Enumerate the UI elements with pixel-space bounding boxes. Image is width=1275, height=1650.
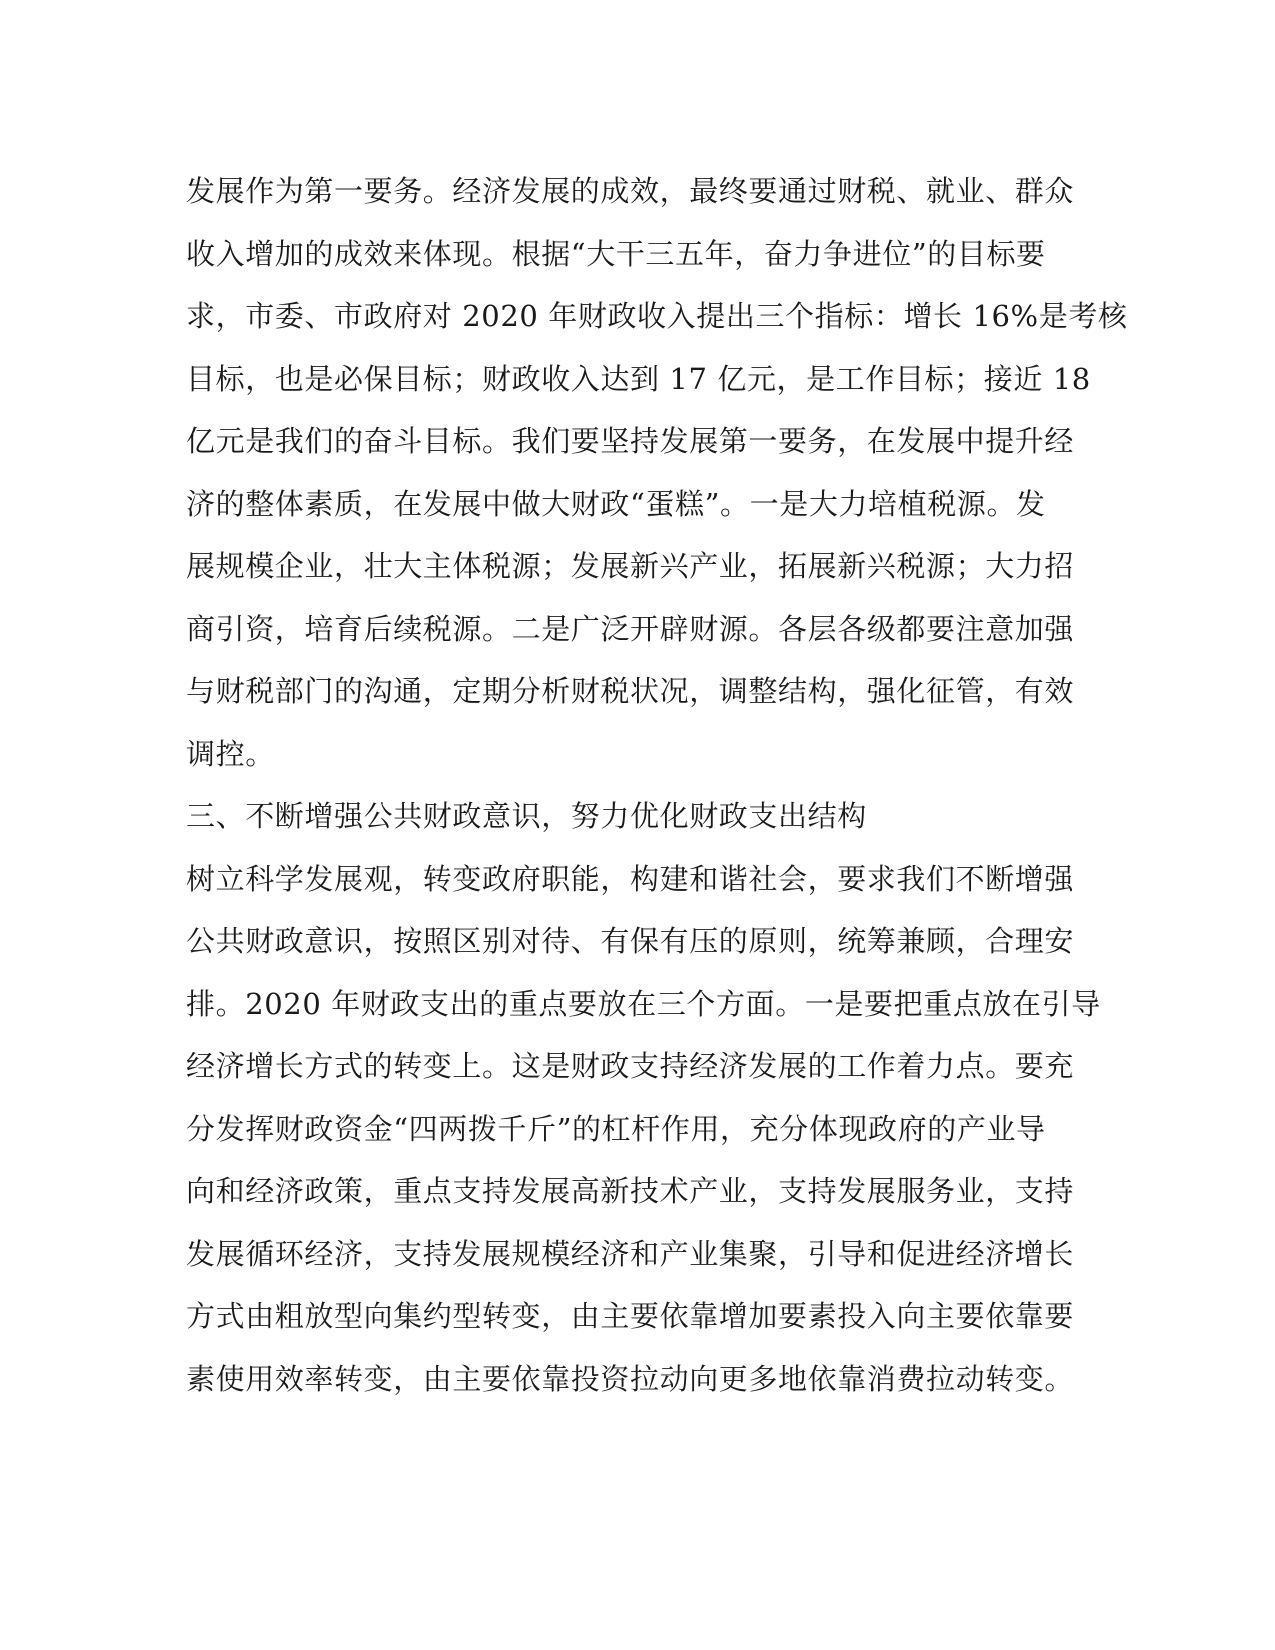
text-line: 目标，也是必保目标；财政收入达到 17 亿元，是工作目标；接近 18 [186,361,1091,396]
body-text [186,160,1128,1410]
text-line: 展规模企业，壮大主体税源；发展新兴产业，拓展新兴税源；大力招 [186,549,1075,583]
text-line: 分发挥财政资金“四两拨千斤”的杠杆作用，充分体现政府的产业导 [186,1111,1046,1146]
text-line: 调控。 [186,736,275,771]
text-line: 亿元是我们的奋斗目标。我们要坚持发展第一要务，在发展中提升经 [186,424,1075,458]
text-line: 向和经济政策，重点支持发展高新技术产业，支持发展服务业，支持 [186,1174,1075,1208]
text-line: 发展作为第一要务。经济发展的成效，最终要通过财税、就业、群众 [186,174,1075,208]
text-line: 树立科学发展观，转变政府职能，构建和谐社会，要求我们不断增强 [186,861,1075,896]
text-line: 济的整体素质，在发展中做大财政“蛋糕”。一是大力培植税源。发 [186,486,1046,521]
text-line: 方式由粗放型向集约型转变，由主要依靠增加要素投入向主要依靠要 [186,1299,1075,1333]
text-line: 排。2020 年财政支出的重点要放在三个方面。一是要把重点放在引导 [186,986,1101,1021]
text-line: 发展循环经济，支持发展规模经济和产业集聚，引导和促进经济增长 [186,1236,1075,1271]
text-line: 素使用效率转变，由主要依靠投资拉动向更多地依靠消费拉动转变。 [186,1361,1075,1396]
text-line: 商引资，培育后续税源。二是广泛开辟财源。各层各级都要注意加强 [186,611,1075,646]
text-line: 经济增长方式的转变上。这是财政支持经济发展的工作着力点。要充 [186,1049,1075,1083]
text-line: 求，市委、市政府对 2020 年财政收入提出三个指标：增长 16%是考核 [186,299,1128,333]
text-line: 与财税部门的沟通，定期分析财税状况，调整结构，强化征管，有效 [186,674,1075,708]
section-heading: 三、不断增强公共财政意识，努力优化财政支出结构 [186,799,867,833]
text-line: 公共财政意识，按照区别对待、有保有压的原则，统筹兼顾，合理安 [186,924,1075,958]
text-line: 收入增加的成效来体现。根据“大干三五年，奋力争进位”的目标要 [186,236,1046,271]
